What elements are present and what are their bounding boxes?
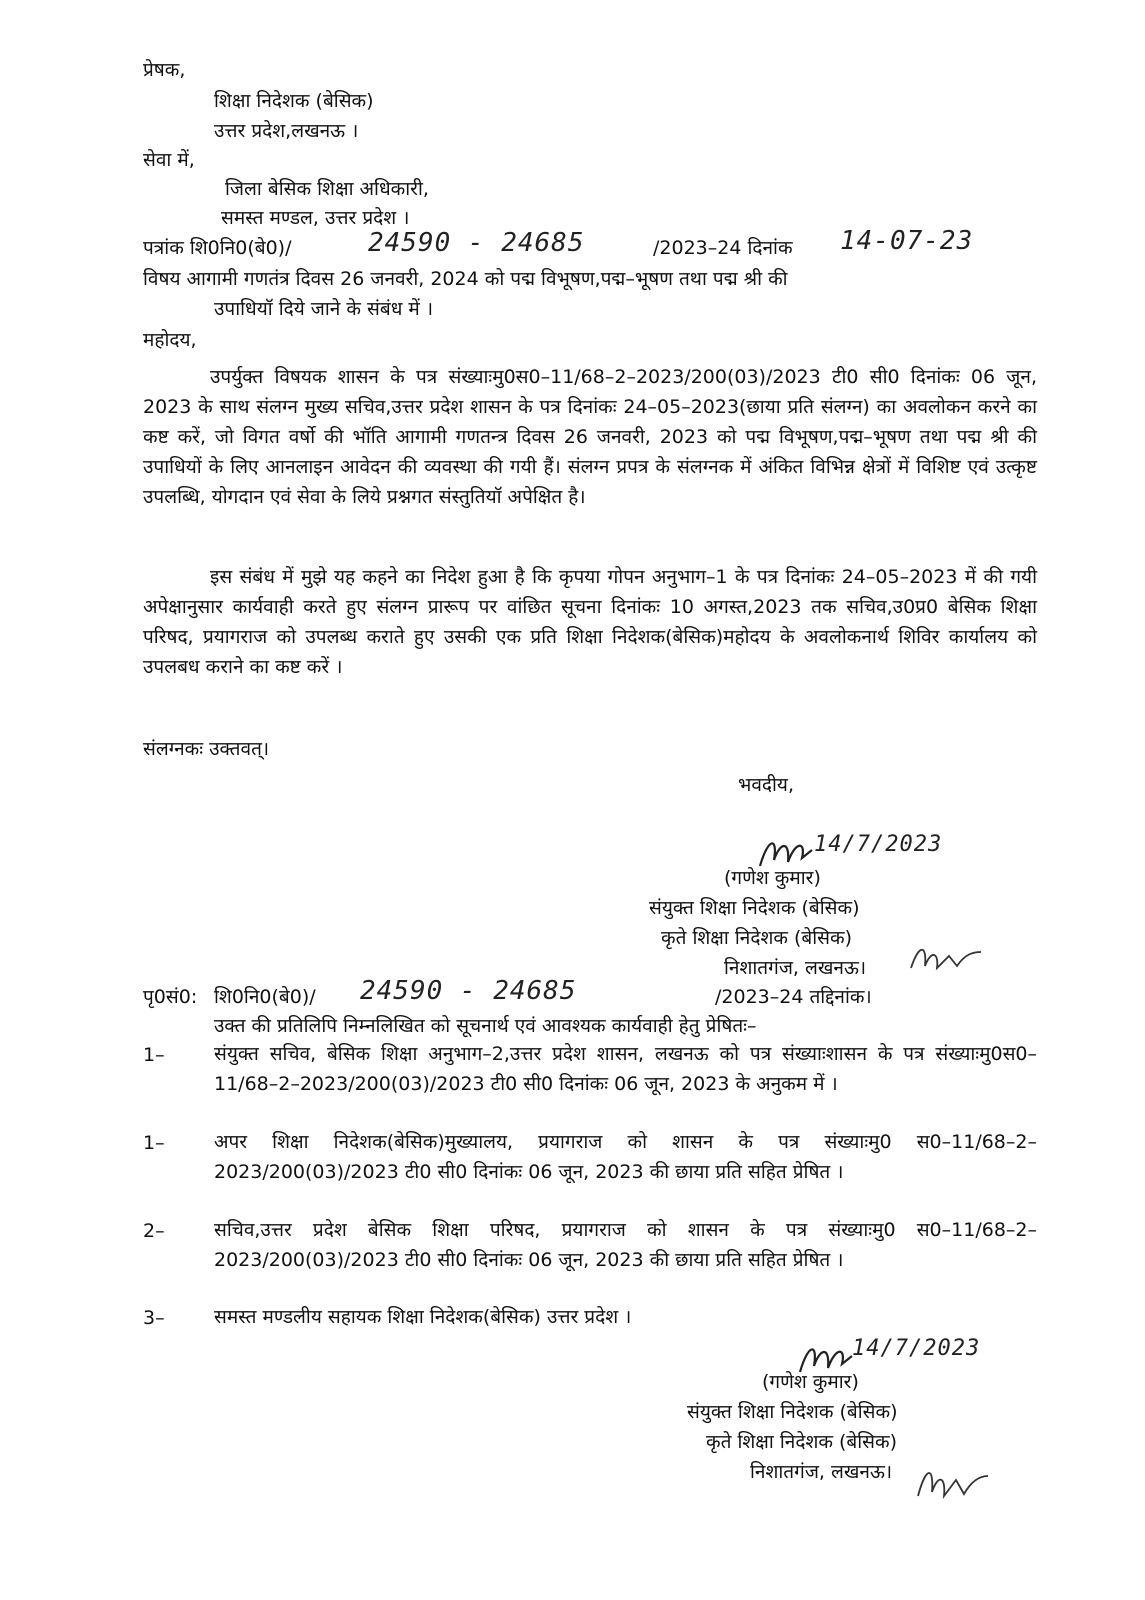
recipient-line-1: जिला बेसिक शिक्षा अधिकारी, bbox=[225, 178, 429, 200]
endorsement-prefix: पृ0सं0: bbox=[143, 986, 198, 1008]
signature-2-handwritten-date: 14/7/2023 bbox=[852, 1336, 981, 1361]
signature-2-name: (गणेश कुमार) bbox=[762, 1371, 859, 1393]
closing: भवदीय, bbox=[738, 774, 794, 796]
body-paragraph-1: उपर्युक्त विषयक शासन के पत्र संख्याःमु0स0–11/68–2–2023/200(03)/2023 टी0 सी0 दिनांकः 06 जून, 2023 के साथ संलग्न मुख्य सचिव,उत्तर प्रदेश शासन के पत्र दिनांकः 24–05–2023(छाया प्रति संलग्न) का अवलोकन करने का कष्ट करें, जो विगत वर्षो की भॉति आगामी गणतन्त्र दिवस 26 जनवरी, 2023 को पद्म विभूषण,पद्म–भूषण तथा पद्म श्री की उपाधियों के लिए आनलाइन आवेदन की व्यवस्था की गयी हैं। संलग्न प्रपत्र के संलग्नक में अंकित विभिन्न क्षेत्रों में विशिष्ट एवं उत्कृष्ट उपलब्धि, योगदान एवं सेवा के लिये प्रश्नगत संस्तुतियॉ अपेक्षित है। bbox=[143, 366, 1037, 508]
salutation: महोदय, bbox=[143, 329, 197, 351]
signature-2-place: निशातगंज, लखनऊ। bbox=[750, 1461, 893, 1483]
endorsement-office: शि0नि0(बे0)/ bbox=[214, 986, 316, 1008]
copy-item-4-text: समस्त मण्डलीय सहायक शिक्षा निदेशक(बेसिक) उत्तर प्रदेश । bbox=[214, 1306, 632, 1328]
recipient-label: सेवा में, bbox=[143, 149, 195, 171]
copy-item-3-number: 2– bbox=[143, 1220, 165, 1242]
copy-item-1-number: 1– bbox=[143, 1044, 165, 1066]
signature-1-place: निशातगंज, लखनऊ। bbox=[724, 957, 867, 979]
initials-scribble-1 bbox=[905, 938, 985, 982]
signature-2-designation: संयुक्त शिक्षा निदेशक (बेसिक) bbox=[687, 1401, 898, 1423]
sender-line-2: उत्तर प्रदेश,लखनऊ । bbox=[214, 120, 359, 142]
copy-item-1-text: संयुक्त सचिव, बेसिक शिक्षा अनुभाग–2,उत्तर प्रदेश शासन, लखनऊ को पत्र संख्याःशासन के पत्र संख्याःमु0स0–11/68–2–2023/200(03)/2023 टी0 सी0 दिनांकः 06 जून, 2023 के अनुकम में । bbox=[214, 1043, 1037, 1095]
sender-line-1: शिक्षा निदेशक (बेसिक) bbox=[214, 90, 374, 112]
enclosure: संलग्नकः उक्तवत्। bbox=[143, 738, 270, 760]
signature-1-handwritten-date: 14/7/2023 bbox=[814, 832, 943, 857]
body-paragraph-2: इस संबंध में मुझे यह कहने का निदेश हुआ है कि कृपया गोपन अनुभाग–1 के पत्र दिनांकः 24–05–2023 में की गयी अपेक्षानुसार कार्यवाही करते हुए संलग्न प्रारूप पर वांछित सूचना दिनांकः 10 अगस्त,2023 तक सचिव,उ0प्र0 बेसिक शिक्षा परिषद, प्रयागराज को उपलब्ध कराते हुए उसकी एक प्रति शिक्षा निदेशक(बेसिक)महोदय के अवलोकनार्थ शिविर कार्यालय को उपलबध कराने का कष्ट करें । bbox=[143, 566, 1037, 678]
signature-1-for: कृते शिक्षा निदेशक (बेसिक) bbox=[661, 927, 853, 949]
copy-item-2-text: अपर शिक्षा निदेशक(बेसिक)मुख्यालय, प्रयागराज को शासन के पत्र संख्याःमु0 स0–11/68–2–2023/200(03)/2023 टी0 सी0 दिनांकः 06 जून, 2023 की छाया प्रति सहित प्रेषित । bbox=[214, 1131, 1037, 1183]
copy-item-2-number: 1– bbox=[143, 1132, 165, 1154]
reference-number-handwritten: 24590 - 24685 bbox=[368, 228, 585, 258]
endorsement-intro: उक्त की प्रतिलिपि निम्नलिखित को सूचनार्थ एवं आवश्यक कार्यवाही हेतु प्रेषितः– bbox=[214, 1015, 757, 1037]
reference-year: /2023–24 दिनांक bbox=[653, 237, 793, 259]
initials-scribble-2 bbox=[912, 1456, 992, 1516]
sender-label: प्रेषक, bbox=[143, 59, 186, 81]
subject-line-2: उपाधियॉ दिये जाने के संबंध में । bbox=[214, 298, 434, 320]
endorsement-year: /2023–24 तद्दिनांक। bbox=[715, 986, 872, 1008]
signature-1-name: (गणेश कुमार) bbox=[724, 867, 821, 889]
copy-item-3-text: सचिव,उत्तर प्रदेश बेसिक शिक्षा परिषद, प्रयागराज को शासन के पत्र संख्याःमु0 स0–11/68–2–2023/200(03)/2023 टी0 सी0 दिनांकः 06 जून, 2023 की छाया प्रति सहित प्रेषित । bbox=[214, 1219, 1037, 1271]
subject-line-1: विषय आगामी गणतंत्र दिवस 26 जनवरी, 2024 को पद्म विभूषण,पद्म–भूषण तथा पद्म श्री की bbox=[143, 268, 788, 290]
reference-prefix: पत्रांक शि0नि0(बे0)/ bbox=[143, 237, 292, 259]
endorsement-number-handwritten: 24590 - 24685 bbox=[360, 976, 577, 1006]
signature-1-designation: संयुक्त शिक्षा निदेशक (बेसिक) bbox=[649, 897, 860, 919]
signature-2-for: कृते शिक्षा निदेशक (बेसिक) bbox=[706, 1431, 898, 1453]
copy-item-4-number: 3– bbox=[143, 1307, 165, 1329]
reference-date-handwritten: 14-07-23 bbox=[840, 226, 974, 256]
recipient-line-2: समस्त मण्डल, उत्तर प्रदेश । bbox=[221, 207, 410, 229]
